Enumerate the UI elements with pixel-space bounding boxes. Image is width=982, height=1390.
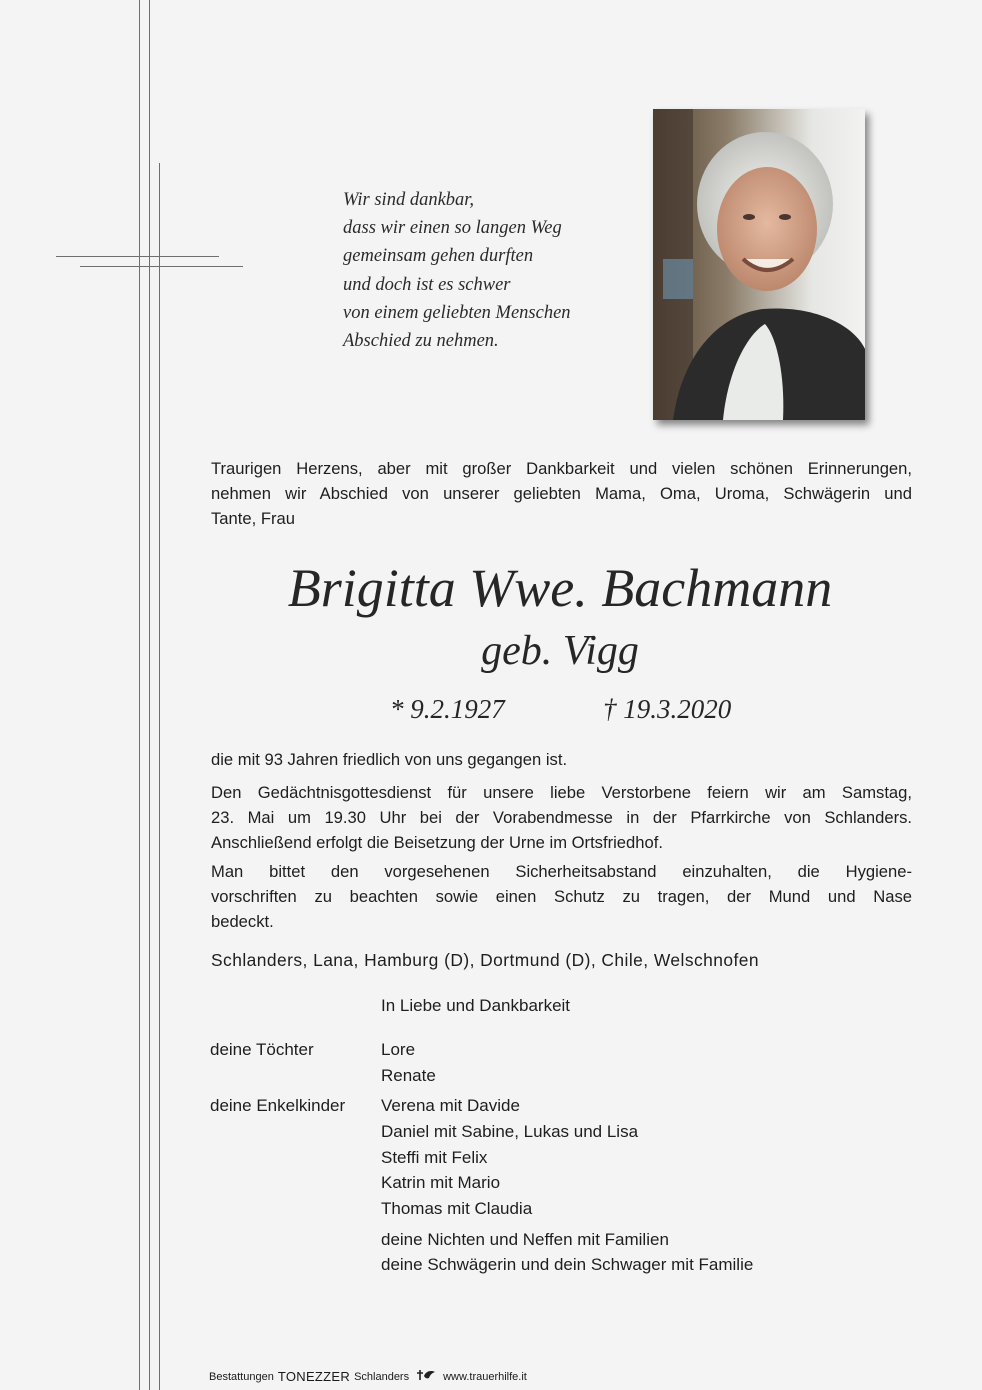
other-relatives: deine Nichten und Neffen mit Familien bbox=[381, 1230, 669, 1249]
places-line: Schlanders, Lana, Hamburg (D), Dortmund (D), Chile, Welschnofen bbox=[211, 950, 760, 970]
cross-horizontal-line-2 bbox=[80, 266, 243, 267]
grandchild-name: Daniel mit Sabine, Lukas und Lisa bbox=[381, 1122, 639, 1141]
quote-line: Wir sind dankbar, bbox=[343, 190, 475, 210]
quote-line: Abschied zu nehmen. bbox=[343, 331, 499, 352]
cross-vertical-line-2 bbox=[149, 0, 150, 1390]
daughters-label: deine Töchter bbox=[210, 1040, 314, 1059]
cross-horizontal-line-1 bbox=[56, 256, 219, 257]
paragraph-line: die mit 93 Jahren friedlich von uns gegangen ist. bbox=[211, 750, 568, 769]
other-relatives: deine Schwägerin und dein Schwager mit Familie bbox=[381, 1255, 754, 1274]
funeral-home-footer bbox=[209, 1367, 527, 1386]
paragraph-service bbox=[211, 780, 912, 855]
daughter-name: Lore bbox=[381, 1040, 416, 1059]
paragraph-line: Den Gedächtnisgottesdienst für unsere liebe Verstorbene feiern wir am Samstag, bbox=[211, 783, 912, 802]
memorial-quote bbox=[343, 186, 571, 355]
grandchild-name: Steffi mit Felix bbox=[381, 1148, 488, 1167]
daughter-name: Renate bbox=[381, 1066, 436, 1085]
paragraph-line: 23. Mai um 19.30 Uhr bei der Vorabendmesse in der Pfarrkirche von Schlanders. bbox=[211, 808, 912, 827]
paragraph-line: Man bittet den vorgesehenen Sicherheitsabstand einzuhalten, die Hygiene- bbox=[211, 862, 912, 881]
paragraph-line: vorschriften zu beachten sowie einen Schutz zu tragen, der Mund und Nase bbox=[211, 887, 912, 906]
paragraph-line: Anschließend erfolgt die Beisetzung der Urne im Ortsfriedhof. bbox=[211, 833, 663, 852]
footer-website[interactable]: www.trauerhilfe.it bbox=[443, 1370, 527, 1383]
grandchild-name: Katrin mit Mario bbox=[381, 1173, 501, 1192]
quote-line: dass wir einen so langen Weg bbox=[343, 218, 562, 239]
quote-line: von einem geliebten Menschen bbox=[343, 302, 571, 323]
paragraph-line: bedeckt. bbox=[211, 912, 274, 931]
intro-line: Traurigen Herzens, aber mit großer Dankbarkeit und vielen schönen Erinnerungen, bbox=[211, 459, 912, 478]
birth-date: * 9.2.1927 bbox=[390, 694, 505, 724]
quote-line: und doch ist es schwer bbox=[343, 274, 511, 295]
cross-vertical-line-1 bbox=[139, 0, 140, 1390]
dove-cross-logo-icon bbox=[416, 1367, 436, 1386]
footer-town: Schlanders bbox=[354, 1370, 410, 1383]
portrait-photo bbox=[653, 109, 865, 420]
quote-line: gemeinsam gehen durften bbox=[343, 246, 534, 267]
paragraph-hygiene bbox=[211, 859, 912, 934]
cross-vertical-line-3 bbox=[159, 163, 160, 1390]
footer-brand: TONEZZER bbox=[277, 1369, 351, 1384]
deceased-name: Brigitta Wwe. Bachmann bbox=[287, 558, 833, 618]
intro-text bbox=[211, 456, 912, 531]
footer-prefix: Bestattungen bbox=[209, 1370, 274, 1383]
intro-line: nehmen wir Abschied von unserer geliebten Mama, Oma, Uroma, Schwägerin und bbox=[211, 484, 912, 503]
grandchild-name: Thomas mit Claudia bbox=[381, 1199, 533, 1218]
closing-line: In Liebe und Dankbarkeit bbox=[381, 996, 571, 1015]
portrait-illustration bbox=[653, 109, 865, 420]
grandchildren-label: deine Enkelkinder bbox=[210, 1096, 346, 1115]
paragraph-passing bbox=[211, 749, 912, 772]
grandchild-name: Verena mit Davide bbox=[381, 1096, 520, 1115]
intro-line: Tante, Frau bbox=[211, 509, 295, 528]
death-date: † 19.3.2020 bbox=[603, 694, 732, 724]
maiden-name: geb. Vigg bbox=[481, 628, 639, 674]
